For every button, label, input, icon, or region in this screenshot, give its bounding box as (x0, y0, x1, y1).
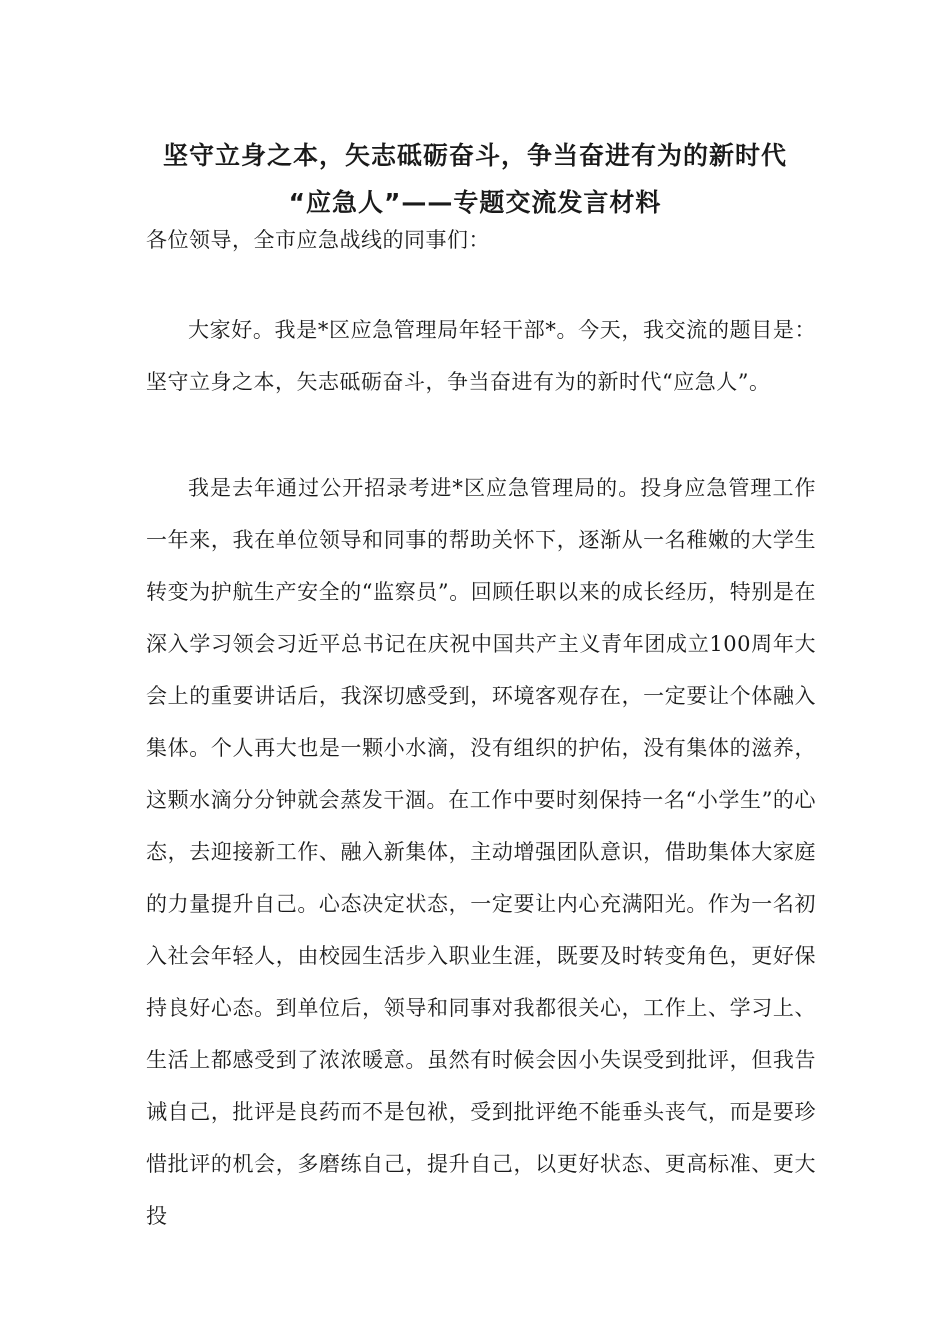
body-paragraph: 我是去年通过公开招录考进*区应急管理局的。投身应急管理工作一年来，我在单位领导和同事的帮助关怀下，逐渐从一名稚嫩的大学生转变为护航生产安全的“监察员”。回顾任职以来的成长经历，特别是在深入学习领会习近平总书记在庆祝中国共产主义青年团成立100周年大会上的重要讲话后，我深切感受到，环境客观存在，一定要让个体融入集体。个人再大也是一颗小水滴，没有组织的护佑，没有集体的滋养，这颗水滴分分钟就会蒸发干涸。在工作中要时刻保持一名“小学生”的心态，去迎接新工作、融入新集体，主动增强团队意识，借助集体大家庭的力量提升自己。心态决定状态，一定要让内心充满阳光。作为一名初入社会年轻人，由校园生活步入职业生涯，既要及时转变角色，更好保持良好心态。到单位后，领导和同事对我都很关心，工作上、学习上、生活上都感受到了浓浓暖意。虽然有时候会因小失误受到批评，但我告诫自己，批评是良药而不是包袱，受到批评绝不能垂头丧气，而是要珍惜批评的机会，多磨练自己，提升自己，以更好状态、更高标准、更大投 (146, 476, 816, 1228)
document-title-line-1: 坚守立身之本，矢志砥砺奋斗，争当奋进有为的新时代 (162, 141, 787, 170)
document-title-line-2: “应急人”——专题交流发言材料 (288, 188, 662, 217)
salutation: 各位领导，全市应急战线的同事们： (146, 228, 490, 252)
body-paragraph: 大家好。我是*区应急管理局年轻干部*。今天，我交流的题目是：坚守立身之本，矢志砥砺奋斗，争当奋进有为的新时代“应急人”。 (146, 318, 816, 394)
